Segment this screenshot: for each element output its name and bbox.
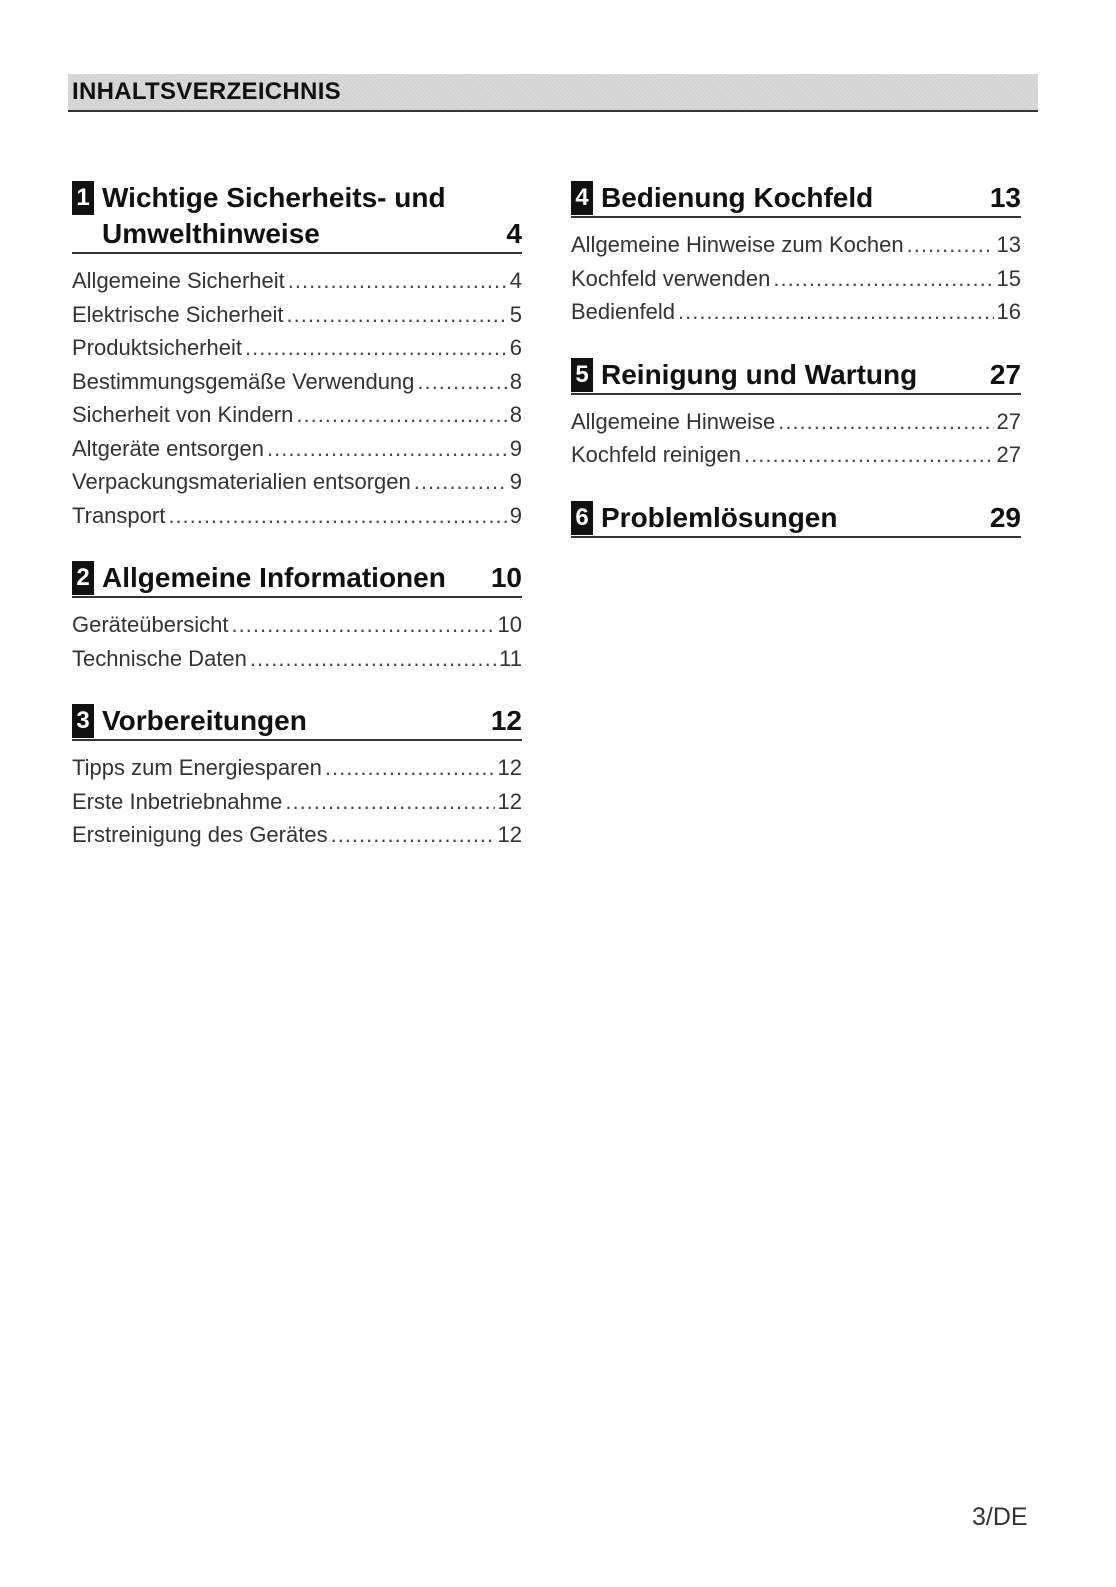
section-number-badge: 4 — [571, 181, 593, 215]
entry-page: 10 — [497, 612, 522, 637]
entry-page: 4 — [509, 268, 522, 293]
toc-section-3 — [72, 703, 522, 852]
leader-dots — [296, 398, 506, 432]
leader-dots — [414, 465, 507, 499]
entry-page: 9 — [509, 502, 522, 528]
leader-dots — [245, 331, 507, 365]
entry-page: 12 — [497, 822, 522, 847]
toc-entry[interactable] — [72, 264, 522, 298]
section-heading[interactable] — [72, 560, 522, 598]
section-title: Reinigung und Wartung — [601, 358, 918, 390]
toc-section-2 — [72, 560, 522, 675]
toc-entry[interactable] — [72, 331, 522, 365]
entry-page: 12 — [497, 788, 522, 814]
entry-label: Technische Daten — [72, 645, 247, 671]
leader-dots — [250, 642, 496, 676]
toc-entry[interactable] — [72, 642, 522, 676]
entry-page: 16 — [996, 299, 1021, 324]
entry-label: Erste Inbetriebnahme — [72, 788, 283, 814]
entry-page: 13 — [996, 232, 1021, 257]
section-title: Allgemeine Informationen — [102, 562, 446, 593]
section-title: Wichtige Sicherheits- und — [102, 182, 446, 213]
leader-dots — [168, 499, 506, 533]
section-entries — [571, 228, 1021, 329]
entry-page: 27 — [996, 408, 1021, 434]
section-entries — [72, 264, 522, 532]
entry-page: 15 — [996, 265, 1021, 291]
page-number: 3/DE — [972, 1503, 1028, 1531]
section-entries — [72, 608, 522, 675]
entry-page: 11 — [499, 645, 522, 671]
leader-dots — [288, 264, 507, 298]
toc-entry[interactable] — [72, 608, 522, 642]
leader-dots — [285, 785, 494, 819]
leader-dots — [232, 608, 495, 642]
section-page: 27 — [989, 358, 1021, 390]
entry-label: Sicherheit von Kindern — [72, 402, 294, 427]
toc-section-1 — [72, 180, 522, 532]
entry-page: 12 — [497, 755, 522, 780]
section-title: Bedienung Kochfeld — [601, 182, 874, 213]
entry-page: 8 — [509, 402, 522, 427]
toc-entry[interactable] — [72, 499, 522, 533]
entry-label: Allgemeine Hinweise zum Kochen — [571, 232, 904, 257]
section-heading[interactable] — [72, 180, 522, 254]
section-title: Vorbereitungen — [102, 705, 307, 736]
entry-page: 27 — [996, 442, 1021, 467]
entry-page: 9 — [509, 435, 522, 461]
section-number-badge: 2 — [72, 561, 94, 595]
leader-dots — [778, 405, 993, 439]
section-number-badge: 3 — [72, 704, 94, 738]
leader-dots — [331, 818, 495, 852]
leader-dots — [287, 298, 507, 332]
toc-entry[interactable] — [72, 398, 522, 432]
section-heading[interactable] — [72, 703, 522, 741]
entry-label: Elektrische Sicherheit — [72, 301, 284, 327]
section-heading[interactable] — [571, 500, 1021, 538]
toc-section-4 — [571, 180, 1021, 329]
section-page: 29 — [989, 501, 1021, 533]
section-page: 12 — [490, 705, 522, 736]
entry-page: 5 — [509, 301, 522, 327]
section-title-cont: Umwelthinweise — [102, 218, 320, 249]
entry-label: Verpackungsmaterialien entsorgen — [72, 469, 411, 494]
toc-left-column — [72, 180, 522, 880]
entry-label: Bestimmungsgemäße Verwendung — [72, 368, 415, 394]
toc-title: INHALTSVERZEICHNIS — [72, 78, 341, 105]
entry-label: Altgeräte entsorgen — [72, 435, 265, 461]
section-page: 13 — [989, 182, 1021, 213]
section-number-badge: 1 — [72, 181, 94, 215]
entry-label: Transport — [72, 502, 166, 528]
toc-entry[interactable] — [72, 465, 522, 499]
toc-entry[interactable] — [72, 365, 522, 399]
leader-dots — [417, 365, 506, 399]
section-heading[interactable] — [571, 357, 1021, 395]
toc-section-5 — [571, 357, 1021, 472]
entry-label: Bedienfeld — [571, 299, 675, 324]
section-title-line2 — [72, 216, 522, 252]
entry-label: Geräteübersicht — [72, 612, 229, 637]
entry-label: Allgemeine Sicherheit — [72, 268, 285, 293]
leader-dots — [744, 438, 994, 472]
toc-right-column — [571, 180, 1021, 566]
section-number-badge: 5 — [571, 358, 593, 392]
leader-dots — [907, 228, 994, 262]
toc-entry[interactable] — [571, 228, 1021, 262]
toc-entry[interactable] — [72, 818, 522, 852]
toc-section-6 — [571, 500, 1021, 538]
section-heading[interactable] — [571, 180, 1021, 218]
toc-entry[interactable] — [571, 438, 1021, 472]
entry-label: Allgemeine Hinweise — [571, 408, 776, 434]
entry-label: Kochfeld reinigen — [571, 442, 742, 467]
toc-entry[interactable] — [571, 262, 1021, 296]
section-entries — [571, 405, 1021, 472]
section-entries — [72, 751, 522, 852]
entry-page: 8 — [509, 368, 522, 394]
toc-entry[interactable] — [72, 751, 522, 785]
toc-entry[interactable] — [72, 298, 522, 332]
leader-dots — [325, 751, 495, 785]
entry-label: Kochfeld verwenden — [571, 265, 771, 291]
entry-label: Tipps zum Energiesparen — [72, 755, 322, 780]
leader-dots — [267, 432, 507, 466]
toc-entry[interactable] — [72, 785, 522, 819]
entry-label: Erstreinigung des Gerätes — [72, 822, 328, 847]
entry-page: 9 — [509, 469, 522, 494]
toc-entry[interactable] — [72, 432, 522, 466]
leader-dots — [678, 295, 994, 329]
section-page: 4 — [506, 218, 522, 249]
toc-entry[interactable] — [571, 405, 1021, 439]
section-page: 10 — [490, 562, 522, 593]
toc-header-bar — [68, 74, 1038, 112]
section-number-badge: 6 — [571, 501, 593, 535]
leader-dots — [773, 262, 993, 296]
toc-entry[interactable] — [571, 295, 1021, 329]
entry-page: 6 — [509, 335, 522, 360]
section-title: Problemlösungen — [601, 501, 838, 533]
entry-label: Produktsicherheit — [72, 335, 242, 360]
